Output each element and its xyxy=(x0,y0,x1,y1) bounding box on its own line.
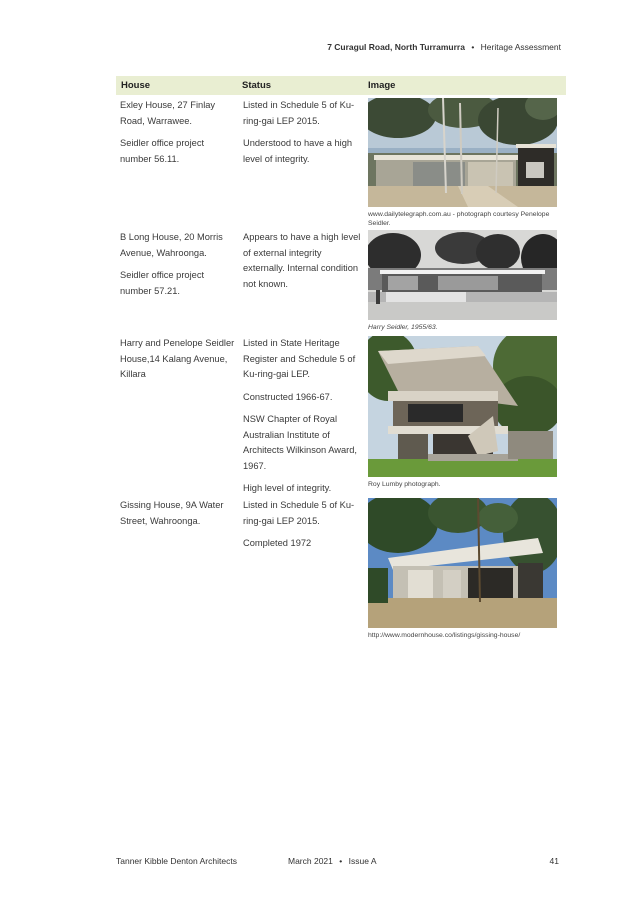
header-bullet: • xyxy=(471,42,475,52)
table-header-row xyxy=(116,76,566,95)
house-cell xyxy=(120,336,238,390)
column-header-image: Image xyxy=(368,80,396,91)
status-cell xyxy=(243,230,361,299)
column-header-status: Status xyxy=(242,80,272,91)
footer-bullet: • xyxy=(339,856,343,866)
status-text: Listed in Schedule 5 of Ku-ring-gai LEP 2015. xyxy=(243,500,355,526)
image-cell xyxy=(368,336,557,490)
running-header xyxy=(327,42,561,52)
status-text: Understood to have a high level of integrity. xyxy=(243,138,353,164)
header-doc-type: Heritage Assessment xyxy=(480,42,561,52)
house-project-number: Seidler office project number 57.21. xyxy=(120,270,205,296)
house-cell xyxy=(120,98,238,174)
footer-firm: Tanner Kibble Denton Architects xyxy=(116,856,237,866)
house-name: B Long House, 20 Morris Avenue, Wahroonga. xyxy=(120,232,223,258)
status-cell xyxy=(243,336,361,504)
house-cell xyxy=(120,230,238,306)
footer-date: March 2021 xyxy=(288,856,333,866)
column-header-house: House xyxy=(121,80,151,91)
photo-caption: Roy Lumby photograph. xyxy=(368,481,441,488)
status-cell xyxy=(243,498,361,559)
status-cell xyxy=(243,98,361,174)
heritage-comparison-table xyxy=(116,76,566,639)
footer-issue xyxy=(288,856,377,866)
status-text: Appears to have a high level of external integrity externally. Internal condition not known. xyxy=(243,232,361,289)
page-number: 41 xyxy=(549,856,559,866)
house-name: Harry and Penelope Seidler House,14 Kalang Avenue, Killara xyxy=(120,338,235,379)
seidler-house-photo xyxy=(368,336,557,477)
house-name: Exley House, 27 Finlay Road, Warrawee. xyxy=(120,100,216,126)
house-project-number: Seidler office project number 56.11. xyxy=(120,138,205,164)
photo-caption: http://www.modernhouse.co/listings/gissing-house/ xyxy=(368,632,521,639)
long-house-photo xyxy=(368,230,557,320)
header-address: 7 Curagul Road, North Turramurra xyxy=(327,42,465,52)
photo-caption: www.dailytelegraph.com.au - photograph courtesy Penelope Seidler. xyxy=(368,211,550,227)
status-text: High level of integrity. xyxy=(243,483,332,493)
gissing-house-photo xyxy=(368,498,557,628)
house-cell xyxy=(120,498,238,536)
image-cell xyxy=(368,498,557,641)
status-text: Constructed 1966-67. xyxy=(243,391,333,402)
image-cell xyxy=(368,98,557,228)
footer-issue-label: Issue A xyxy=(348,856,377,866)
status-text: Completed 1972 xyxy=(243,538,312,548)
image-cell xyxy=(368,230,557,333)
status-text: NSW Chapter of Royal Australian Institute of Architects Wilkinson Award, 1967. xyxy=(243,414,358,471)
status-text: Listed in State Heritage Register and Schedule 5 of Ku-ring-gai LEP. xyxy=(243,338,356,379)
exley-house-photo xyxy=(368,98,557,207)
status-text: Listed in Schedule 5 of Ku-ring-gai LEP 2015. xyxy=(243,100,355,126)
photo-caption: Harry Seidler, 1955/63. xyxy=(368,324,438,331)
house-name: Gissing House, 9A Water Street, Wahroonga. xyxy=(120,500,224,526)
